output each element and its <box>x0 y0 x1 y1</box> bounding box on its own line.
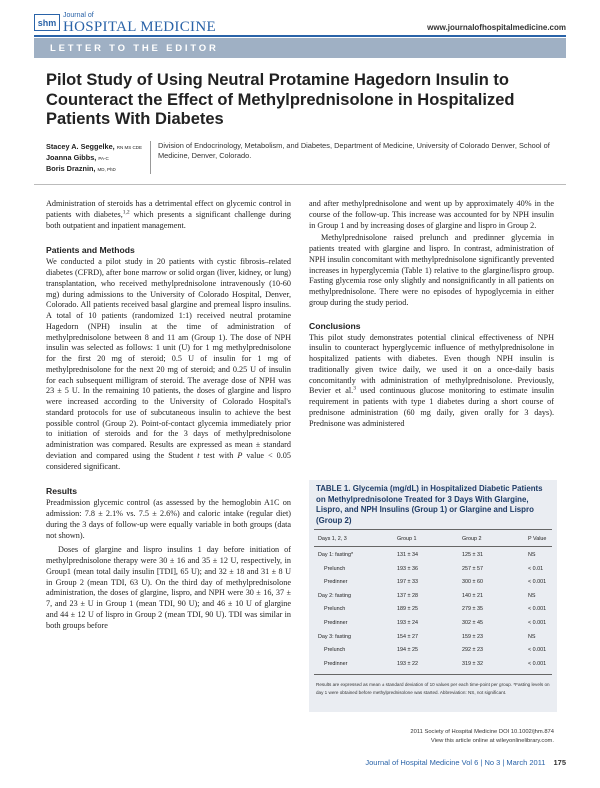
table-cell-p-value: NS <box>528 552 536 558</box>
table-cell-group-2: 319 ± 32 <box>462 660 483 667</box>
table-cell-p-value: NS <box>528 592 536 599</box>
table-cell-group-2: 300 ± 60 <box>462 579 483 586</box>
journal-of-label: Journal of <box>63 12 94 19</box>
table-cell-p-value: < 0.001 <box>528 606 547 613</box>
table-cell-group-1: 193 ± 22 <box>397 660 418 667</box>
table-top-rule <box>314 529 552 530</box>
right-column <box>309 199 554 429</box>
table-cell-group-1: 193 ± 24 <box>397 620 418 626</box>
footer-journal: Journal of Hospital Medicine Vol 6 | No 3 | March 2011 <box>365 758 546 767</box>
table-cell-group-1: 137 ± 28 <box>397 592 418 599</box>
table-cell-p-value: < 0.01 <box>528 565 544 572</box>
conclusions-paragraph: This pilot study demonstrates potential clinical effectiveness of NPH insulin to counteract hyperglycemic influence of methylprednisolone in hospitalized patients with diabetes. Even though NPH insulin is traditionally given twice daily, we used it on a once-daily basis concomitantly with administration of methylprednisolone. Previously, Bevier et al.$^3$ used continuous glucose monitoring to estimate insulin requirement in patients with type 1 diabetes during a short course of prednisone administration (60 mg daily, given orally for 3 days). Prednisone was administered <box>309 332 554 428</box>
table-cell-group-2: 140 ± 21 <box>462 592 483 599</box>
section-divider <box>34 184 566 185</box>
table-cell-group-1: 193 ± 36 <box>397 565 418 572</box>
copyright-line: 2011 Society of Hospital Medicine DOI 10.1002/jhm.874 <box>410 729 554 735</box>
table-cell-group-1: 154 ± 27 <box>397 633 418 640</box>
table-header-rule <box>314 546 552 547</box>
table-cell-label: Day 2: fasting <box>318 592 351 599</box>
table-cell-p-value: < 0.001 <box>528 647 547 654</box>
author-1: Stacey A. Seggelke, RN MS CDE <box>46 142 142 151</box>
results-paragraph-1: Preadmission glycemic control (as assessed by the hemoglobin A1C on admission: 7.8 ± 2.1% vs. 7.5 ± 2.6%) and caloric intake (regular diet) during the 3 days of follow-up were equally variable in both groups (data not shown). <box>46 498 291 540</box>
table-header-p-value: P Value <box>528 536 547 542</box>
table-cell-group-1: 131 ± 34 <box>397 552 418 558</box>
table-cell-group-2: 257 ± 57 <box>462 565 483 572</box>
table-header-group-2: Group 2 <box>462 536 482 542</box>
page-footer <box>365 758 566 767</box>
results-paragraph-3: and after methylprednisolone and went up by approximately 40% in the course of the follow-up. This increase was accounted for by NPH insulin in Group 1 and by increasing doses of glargine and lispro in Group 2. <box>309 199 554 230</box>
affiliation-divider <box>150 141 151 174</box>
header-rule <box>34 35 566 37</box>
table-cell-group-1: 189 ± 25 <box>397 606 418 613</box>
table-cell-label: Predinner <box>324 620 348 626</box>
table-header-group-1: Group 1 <box>397 536 417 542</box>
table-cell-group-2: 302 ± 45 <box>462 620 483 626</box>
table-bottom-rule <box>314 674 552 675</box>
intro-paragraph: Administration of steroids has a detrimental effect on glycemic control in patients with diabetes,$^{1,2}$ which presents a significant challenge during both outpatient and inpatient management. <box>46 199 291 230</box>
journal-website: www.journalofhospitalmedicine.com <box>427 23 566 32</box>
methods-heading: Patients and Methods <box>46 245 135 256</box>
affiliation: Division of Endocrinology, Metabolism, and Diabetes, Department of Medicine, University of Colorado Denver, School of Medicine, Denver, Colorado. <box>158 141 550 160</box>
table-cell-label: Prelunch <box>324 606 346 613</box>
journal-name: HOSPITAL MEDICINE <box>63 19 216 35</box>
table-footnote: Results are expressed as mean ± standard deviation of 10 values per each time-point per group. *Fasting levels on day 1 were obtained before methylprednisolone was started. Abbreviation: NS, not significant. <box>316 682 550 695</box>
article-title: Pilot Study of Using Neutral Protamine Hagedorn Insulin to Counteract the Effect of Methylprednisolone in Hospitalized Patients With Diabetes <box>46 71 515 128</box>
table-cell-p-value: < 0.001 <box>528 660 547 667</box>
author-list <box>46 142 146 175</box>
table-cell-group-2: 279 ± 35 <box>462 606 483 613</box>
results-paragraph-2: Doses of glargine and lispro insulins 1 day before initiation of methylprednisolone therapy were 30 ± 16 and 35 ± 12 U, respectively, in Group1 (mean total daily insulin [TDI], 65 U); and 32 ± 18 and 31 ± 8 U in Group 2 (mean TDI, 63 U). On the third day of methylprednisolone administration, the doses of glargine, lispro, and NPH were 30 ± 16, 37 ± 7, and 23 ± U in Group 1 (mean TDI, 90 U); and 46 ± 10 U of glargine and 44 ± 12 U of lispro in Group 2 (mean TDI, 90 U). TDI was similar in both groups before <box>46 545 291 630</box>
table-cell-label: Predinner <box>324 579 348 586</box>
table-cell-p-value: NS <box>528 633 536 640</box>
table-header-days: Days 1, 2, 3 <box>318 536 347 542</box>
table-cell-group-2: 125 ± 31 <box>462 552 483 558</box>
author-3: Boris Draznin, MD, PhD <box>46 164 116 173</box>
table-cell-p-value: < 0.001 <box>528 620 547 626</box>
results-paragraph-4: Methylprednisolone raised prelunch and predinner glycemia in patients treated with glargine and lispro. In contrast, administration of NPH insulin concomitant with methylprednisolone significantly prevented increases in hyperglycemia (Table 1) relative to the glargine/lispro group. Fasting glycemia rose only slightly and nonsignificantly in all patients on methylprednisolone. There were no episodes of hypoglycemia in either group during the study period. <box>309 233 554 307</box>
conclusions-heading: Conclusions <box>309 320 361 331</box>
page-number: 175 <box>553 758 566 767</box>
copyright-block <box>410 728 554 745</box>
table-cell-label: Prelunch <box>324 565 346 572</box>
table-title: TABLE 1. Glycemia (mg/dL) in Hospitalized Diabetic Patients on Methylprednisolone Treated for 3 Days With Glargine, Lispro, and NPH Insulins (Group 1) or Glargine and Lispro (Group 2) <box>316 484 543 525</box>
table-cell-label: Day 1: fasting* <box>318 552 354 558</box>
table-cell-label: Day 3: fasting <box>318 633 351 640</box>
table-cell-group-1: 197 ± 33 <box>397 579 418 586</box>
table-cell-label: Prelunch <box>324 647 346 654</box>
author-2: Joanna Gibbs, PA-C <box>46 153 109 162</box>
results-heading: Results <box>46 486 78 497</box>
left-column <box>46 199 291 631</box>
table-cell-label: Predinner <box>324 660 348 667</box>
section-label: LETTER TO THE EDITOR <box>50 43 219 54</box>
online-line: View this article online at wileyonlinelibrary.com. <box>430 737 554 744</box>
table-cell-group-2: 159 ± 23 <box>462 633 483 640</box>
methods-paragraph: We conducted a pilot study in 20 patients with cystic fibrosis–related diabetes (CFRD), after bone marrow or solid organ (liver, kidney, or lung) transplantation, who received methylprednisolone intravenously (10-60 mg) during admissions to the University of Colorado Hospital, Denver, Colorado. All patients received basal glargine and premeal lispro insulins. A total of 10 patients (randomized 1:1) received neutral protamine Hagedorn (NPH) insulin at the time of administration of methylprednisolone between 8 and 11 am (Group 1). The dose of NPH insulin was selected as follows: 1 unit (U) for 1 mg methylprednisolone for the first 20 mg of steroid; 0.5 U of insulin for 1 mg of methylprednisolone for the next 20 mg of steroid; and 0.25 U of insulin for each subsequent milligram of steroid. The average dose of NPH was 23 ± 5 U. In the remaining 10 patients, the doses of glargine and lispro were increased according to the University of Colorado Hospital's standard protocols for use of subcutaneous insulin to achieve the best possible control (Group 2). Point-of-contact glycemia immediately prior to initiation of steroids and for the 3 days of methylprednisolone administration was compared. Results are expressed as mean ± standard deviation and compared using the Student t test with P value < 0.05 considered significant. <box>46 257 291 471</box>
table-cell-group-1: 194 ± 25 <box>397 647 418 654</box>
table-cell-p-value: < 0.001 <box>528 579 547 586</box>
table-cell-group-2: 292 ± 23 <box>462 647 483 654</box>
journal-logo: shm <box>34 14 60 31</box>
